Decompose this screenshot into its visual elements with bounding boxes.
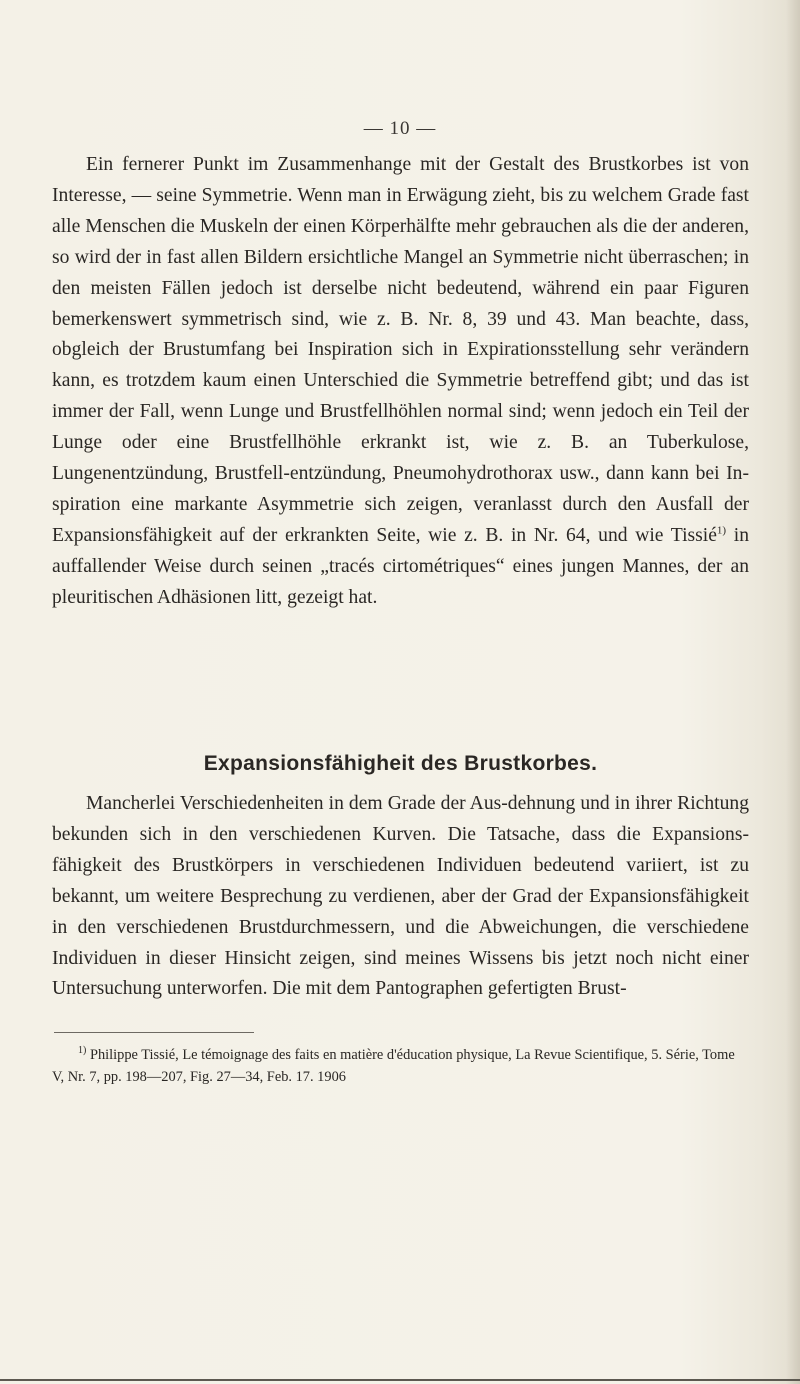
- paragraph-expansion: Mancherlei Verschiedenheiten in dem Grade der Aus-dehnung und in ihrer Richtung bekunden sich in den verschiedenen Kurven. Die Tatsache, dass die Expansions-fähigkeit des Brustkörpers in verschiedenen Individuen bedeutend variiert, ist zu bekannt, um weitere Besprechung zu verdienen, aber der Grad der Expansionsfähigkeit in den verschiedenen Brustdurchmessern, und die Abweichungen, die verschiedene Individuen in dieser Hinsicht zeigen, sind meines Wissens bis jetzt noch nicht einer Untersuchung unterworfen. Die mit dem Pantographen gefertigten Brust-: [52, 793, 749, 1000]
- footnote-text: Philippe Tissié, Le témoignage des faits en matière d'éducation physique, La Revue Scientifique, 5. Série, Tome V, Nr. 7, pp. 198—207, Fig. 27—34, Feb. 17. 1906: [52, 1047, 735, 1085]
- paragraph-symmetry-text-a: Ein fernerer Punkt im Zusammenhange mit der Gestalt des Brustkorbes ist von Interesse, — seine Symmetrie. Wenn man in Erwägung zieht, bis zu welchem Grade fast alle Menschen die Muskeln der einen Körperhälfte mehr gebrauchen als die der anderen, so wird der in fast allen Bildern ersichtliche Mangel an Symmetrie nicht überraschen; in den meisten Fällen jedoch ist derselbe nicht bedeutend, während ein paar Figuren bemerkenswert symmetrisch sind, wie z. B. Nr. 8, 39 und 43. Man beachte, dass, obgleich der Brustumfang bei Inspiration sich in Expirationsstellung sehr verändern kann, es trotzdem kaum einen Unterschied die Symmetrie betreffend gibt; und das ist immer der Fall, wenn Lunge und Brustfellhöhlen normal sind; wenn jedoch ein Teil der Lunge oder eine Brustfellhöhle erkrankt ist, wie z. B. an Tuberkulose, Lungenentzündung, Brustfell-entzündung, Pneumohydrothorax usw., dann kann bei In-spiration eine markante Asymmetrie sich zeigen, veranlasst durch den Ausfall der Expansionsfähigkeit auf der erkrankten Seite, wie z. B. in Nr. 64, und wie Tissié: [52, 154, 749, 546]
- page-edge-shadow: [786, 0, 800, 1384]
- section-heading: Expansionsfähigheit des Brustkorbes.: [203, 752, 598, 775]
- paragraph-symmetry: [52, 150, 749, 614]
- page-bottom-edge: [0, 1379, 800, 1381]
- paragraph-symmetry-text-b: in auffallender Weise durch seinen „tracés cirtométriques“ eines jungen Mannes, der an pleuritischen Adhäsionen litt, gezeigt hat.: [52, 524, 749, 608]
- footnote-reference: 1): [716, 524, 727, 537]
- footnote-marker: 1): [78, 1045, 87, 1057]
- footnote: [52, 1044, 749, 1088]
- footnote-divider: [54, 1032, 254, 1033]
- page-number: — 10 —: [363, 118, 437, 139]
